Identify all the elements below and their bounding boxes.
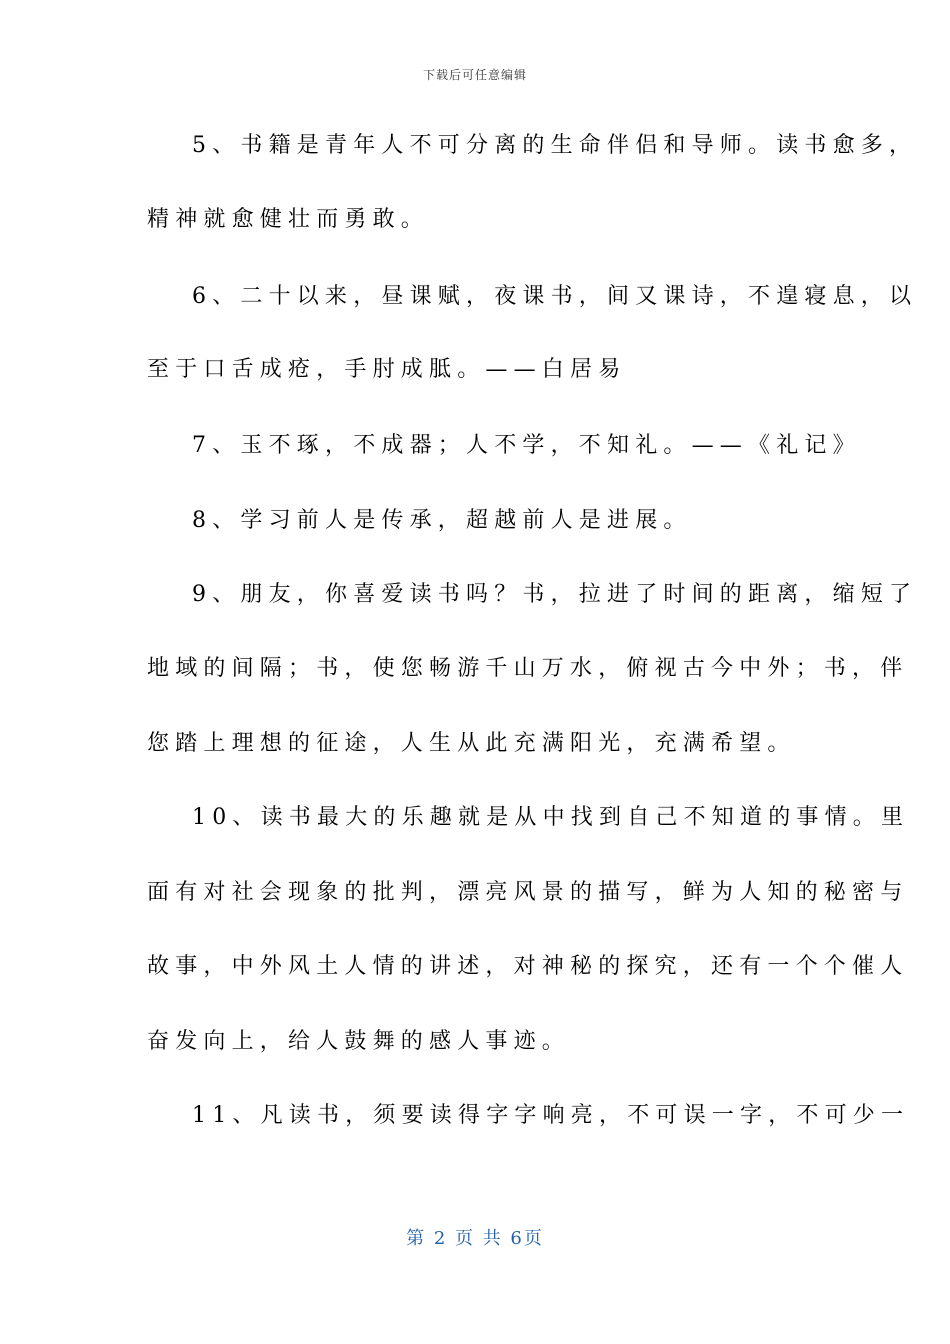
text-line: 精神就愈健壮而勇敢。 [147, 207, 430, 232]
text-line: 7、玉不琢，不成器；人不学，不知礼。——《礼记》 [192, 433, 861, 458]
text-line: 8、学习前人是传承，超越前人是进展。 [192, 508, 692, 533]
text-line: 故事，中外风土人情的讲述，对神秘的探究，还有一个个催人 [147, 954, 909, 979]
text-line: 5、书籍是青年人不可分离的生命伴侣和导师。读书愈多， [192, 133, 918, 158]
text-line: 您踏上理想的征途，人生从此充满阳光，充满希望。 [147, 731, 796, 756]
text-line: 11、凡读书，须要读得字字响亮，不可误一字，不可少一 [192, 1103, 910, 1128]
text-line: 6、二十以来，昼课赋，夜课书，间又课诗，不遑寝息，以 [192, 284, 918, 309]
text-line: 面有对社会现象的批判，漂亮风景的描写，鲜为人知的秘密与 [147, 880, 909, 905]
text-line: 10、读书最大的乐趣就是从中找到自己不知道的事情。里 [192, 805, 910, 830]
text-line: 至于口舌成疮，手肘成胝。——白居易 [147, 357, 627, 382]
text-line: 9、朋友，你喜爱读书吗？书，拉进了时间的距离，缩短了 [192, 582, 918, 607]
text-line: 地域的间隔；书，使您畅游千山万水，俯视古今中外；书，伴 [147, 656, 909, 681]
text-line: 奋发向上，给人鼓舞的感人事迹。 [147, 1029, 571, 1054]
page-header-note: 下载后可任意编辑 [422, 68, 527, 82]
page-number-footer: 第 2 页 共 6页 [406, 1228, 544, 1249]
